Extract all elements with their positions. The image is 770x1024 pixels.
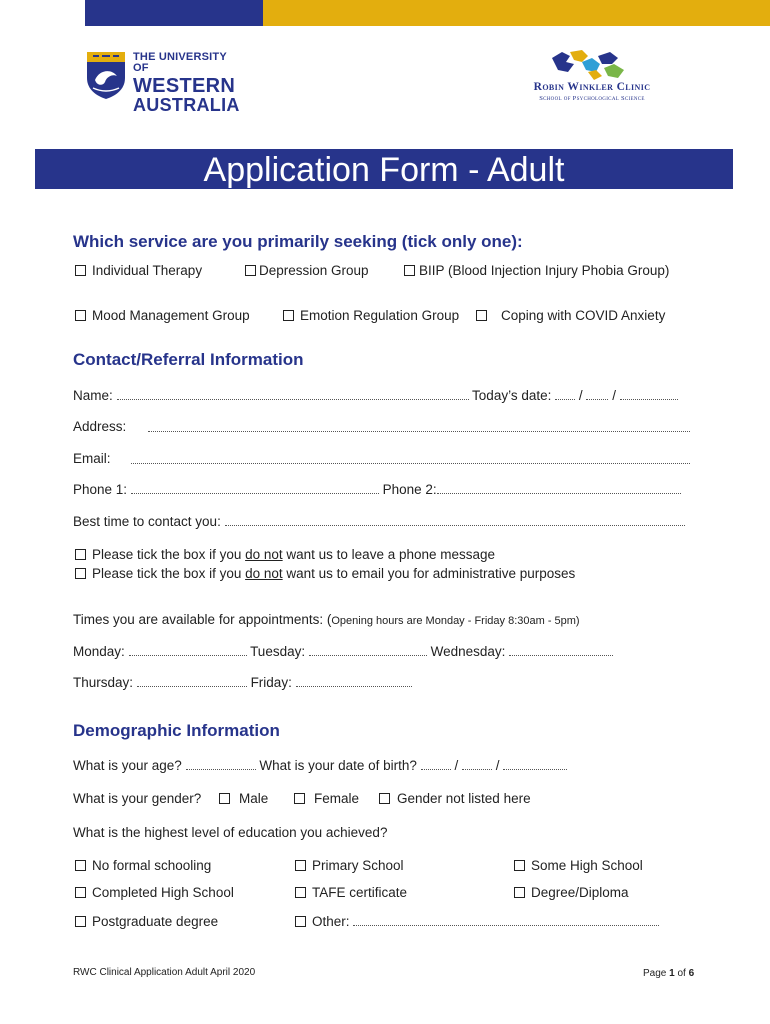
days-row-2 <box>73 675 412 690</box>
thursday-field[interactable] <box>137 677 247 687</box>
friday-label: Friday: <box>250 675 292 690</box>
edu-degree[interactable] <box>514 885 629 900</box>
dob-month-field[interactable] <box>462 760 492 770</box>
days-row-1 <box>73 644 613 659</box>
tick2-emphasis: do not <box>245 566 283 581</box>
option-covid-anxiety[interactable] <box>476 308 665 323</box>
education-label: What is the highest level of education you achieved? <box>73 825 388 840</box>
checkbox[interactable] <box>245 265 256 276</box>
phone2-field[interactable] <box>437 484 681 494</box>
email-row <box>73 451 111 466</box>
uwa-line3: AUSTRALIA <box>133 95 240 115</box>
checkbox[interactable] <box>75 265 86 276</box>
option-label: Male <box>239 791 269 806</box>
best-time-row <box>73 514 685 529</box>
checkbox[interactable] <box>379 793 390 804</box>
tick1-emphasis: do not <box>245 547 283 562</box>
checkbox[interactable] <box>75 568 86 579</box>
header-bar-gold <box>263 0 770 26</box>
today-month-field[interactable] <box>586 390 608 400</box>
today-label: Today’s date: <box>472 388 552 403</box>
uwa-logo <box>85 50 245 115</box>
service-heading: Which service are you primarily seeking (tick only one): <box>73 232 523 251</box>
today-day-field[interactable] <box>555 390 575 400</box>
option-label: No formal schooling <box>92 858 212 873</box>
edu-other-field[interactable] <box>353 916 659 926</box>
no-email-option[interactable] <box>75 566 575 581</box>
monday-label: Monday: <box>73 644 125 659</box>
tuesday-label: Tuesday: <box>250 644 306 659</box>
gender-not-listed[interactable] <box>379 791 531 806</box>
uwa-wordmark <box>133 52 245 114</box>
uwa-crest-icon <box>85 50 127 100</box>
date-slash: / <box>495 758 500 773</box>
header-bar-blue <box>85 0 263 26</box>
checkbox[interactable] <box>476 310 487 321</box>
option-label: Mood Management Group <box>92 308 250 323</box>
option-label: Some High School <box>531 858 643 873</box>
thursday-label: Thursday: <box>73 675 134 690</box>
option-label: Gender not listed here <box>397 791 531 806</box>
phone-row <box>73 482 681 497</box>
option-label: Postgraduate degree <box>92 914 219 929</box>
edu-postgraduate[interactable] <box>75 914 218 929</box>
option-label: BIIP (Blood Injection Injury Phobia Group) <box>419 263 670 278</box>
email-label: Email: <box>73 451 111 466</box>
puzzle-icon <box>548 48 628 82</box>
checkbox[interactable] <box>404 265 415 276</box>
phone2-label: Phone 2: <box>382 482 437 497</box>
option-label: Individual Therapy <box>92 263 203 278</box>
checkbox[interactable] <box>75 916 86 927</box>
edu-other[interactable] <box>295 914 659 929</box>
tuesday-field[interactable] <box>309 646 427 656</box>
checkbox[interactable] <box>75 310 86 321</box>
best-time-field[interactable] <box>225 516 685 526</box>
checkbox[interactable] <box>514 887 525 898</box>
name-field[interactable] <box>117 390 469 400</box>
edu-tafe[interactable] <box>295 885 407 900</box>
option-label: Coping with COVID Anxiety <box>501 308 666 323</box>
address-field[interactable] <box>148 422 690 432</box>
edu-completed-high-school[interactable] <box>75 885 234 900</box>
age-field[interactable] <box>186 760 256 770</box>
page-of: of <box>674 968 689 979</box>
edu-some-high-school[interactable] <box>514 858 643 873</box>
tick1-text: Please tick the box if you <box>92 547 246 562</box>
phone1-field[interactable] <box>131 484 379 494</box>
page-title: Application Form - Adult <box>203 151 565 189</box>
name-row <box>73 388 678 403</box>
option-label: TAFE certificate <box>312 885 408 900</box>
option-label: Depression Group <box>259 263 369 278</box>
option-label: Emotion Regulation Group <box>300 308 460 323</box>
uwa-line2: WESTERN <box>133 75 236 97</box>
clinic-school: School of Psychological Science <box>539 95 645 102</box>
page-label: Page <box>643 968 670 979</box>
date-slash: / <box>612 388 616 403</box>
name-label: Name: <box>73 388 113 403</box>
wednesday-label: Wednesday: <box>430 644 506 659</box>
option-biip[interactable] <box>404 263 669 278</box>
option-mood-management[interactable] <box>75 308 250 323</box>
best-time-label: Best time to contact you: <box>73 514 221 529</box>
clinic-logo <box>508 48 678 104</box>
option-label: Female <box>314 791 360 806</box>
tick2-text-end: want us to email you for administrative purposes <box>282 566 576 581</box>
checkbox[interactable] <box>295 860 306 871</box>
times-label: Times you are available for appointments: ( <box>73 612 332 627</box>
footer-doc-id: RWC Clinical Application Adult April 2020 <box>73 967 256 978</box>
checkbox[interactable] <box>283 310 294 321</box>
phone1-label: Phone 1: <box>73 482 128 497</box>
checkbox[interactable] <box>75 549 86 560</box>
times-row <box>73 612 580 627</box>
checkbox[interactable] <box>295 887 306 898</box>
edu-primary[interactable] <box>295 858 404 873</box>
gender-male[interactable] <box>219 791 268 806</box>
gender-label: What is your gender? <box>73 791 202 806</box>
checkbox[interactable] <box>294 793 305 804</box>
uwa-line1: THE UNIVERSITY OF <box>133 51 227 74</box>
today-year-field[interactable] <box>620 390 678 400</box>
tick2-text: Please tick the box if you <box>92 566 246 581</box>
checkbox[interactable] <box>75 860 86 871</box>
email-field[interactable] <box>131 454 690 464</box>
clinic-name: Robin Winkler Clinic <box>533 81 651 93</box>
checkbox[interactable] <box>75 887 86 898</box>
opening-hours: Opening hours are Monday - Friday 8:30am - 5pm) <box>331 615 580 627</box>
address-row <box>73 419 126 434</box>
option-emotion-regulation[interactable] <box>283 308 459 323</box>
wednesday-field[interactable] <box>509 646 613 656</box>
checkbox[interactable] <box>514 860 525 871</box>
dob-label: What is your date of birth? <box>259 758 417 773</box>
age-row <box>73 758 567 773</box>
page-number <box>643 968 694 979</box>
title-banner <box>35 149 733 189</box>
edu-no-formal[interactable] <box>75 858 211 873</box>
contact-heading: Contact/Referral Information <box>73 350 304 369</box>
no-phone-message-option[interactable] <box>75 547 495 562</box>
date-slash: / <box>454 758 459 773</box>
option-label: Other: <box>312 914 350 929</box>
option-label: Completed High School <box>92 885 234 900</box>
dob-day-field[interactable] <box>421 760 451 770</box>
dob-year-field[interactable] <box>503 760 567 770</box>
option-individual-therapy[interactable] <box>75 263 202 278</box>
demographic-heading: Demographic Information <box>73 721 280 740</box>
total-pages: 6 <box>688 968 695 979</box>
checkbox[interactable] <box>295 916 306 927</box>
option-label: Degree/Diploma <box>531 885 629 900</box>
current-page: 1 <box>669 968 675 979</box>
option-label: Primary School <box>312 858 404 873</box>
gender-female[interactable] <box>294 791 359 806</box>
age-label: What is your age? <box>73 758 182 773</box>
address-label: Address: <box>73 419 127 434</box>
tick1-text-end: want us to leave a phone message <box>282 547 496 562</box>
checkbox[interactable] <box>219 793 230 804</box>
date-slash: / <box>578 388 583 403</box>
friday-field[interactable] <box>296 677 412 687</box>
monday-field[interactable] <box>129 646 247 656</box>
option-depression-group[interactable] <box>245 263 369 278</box>
